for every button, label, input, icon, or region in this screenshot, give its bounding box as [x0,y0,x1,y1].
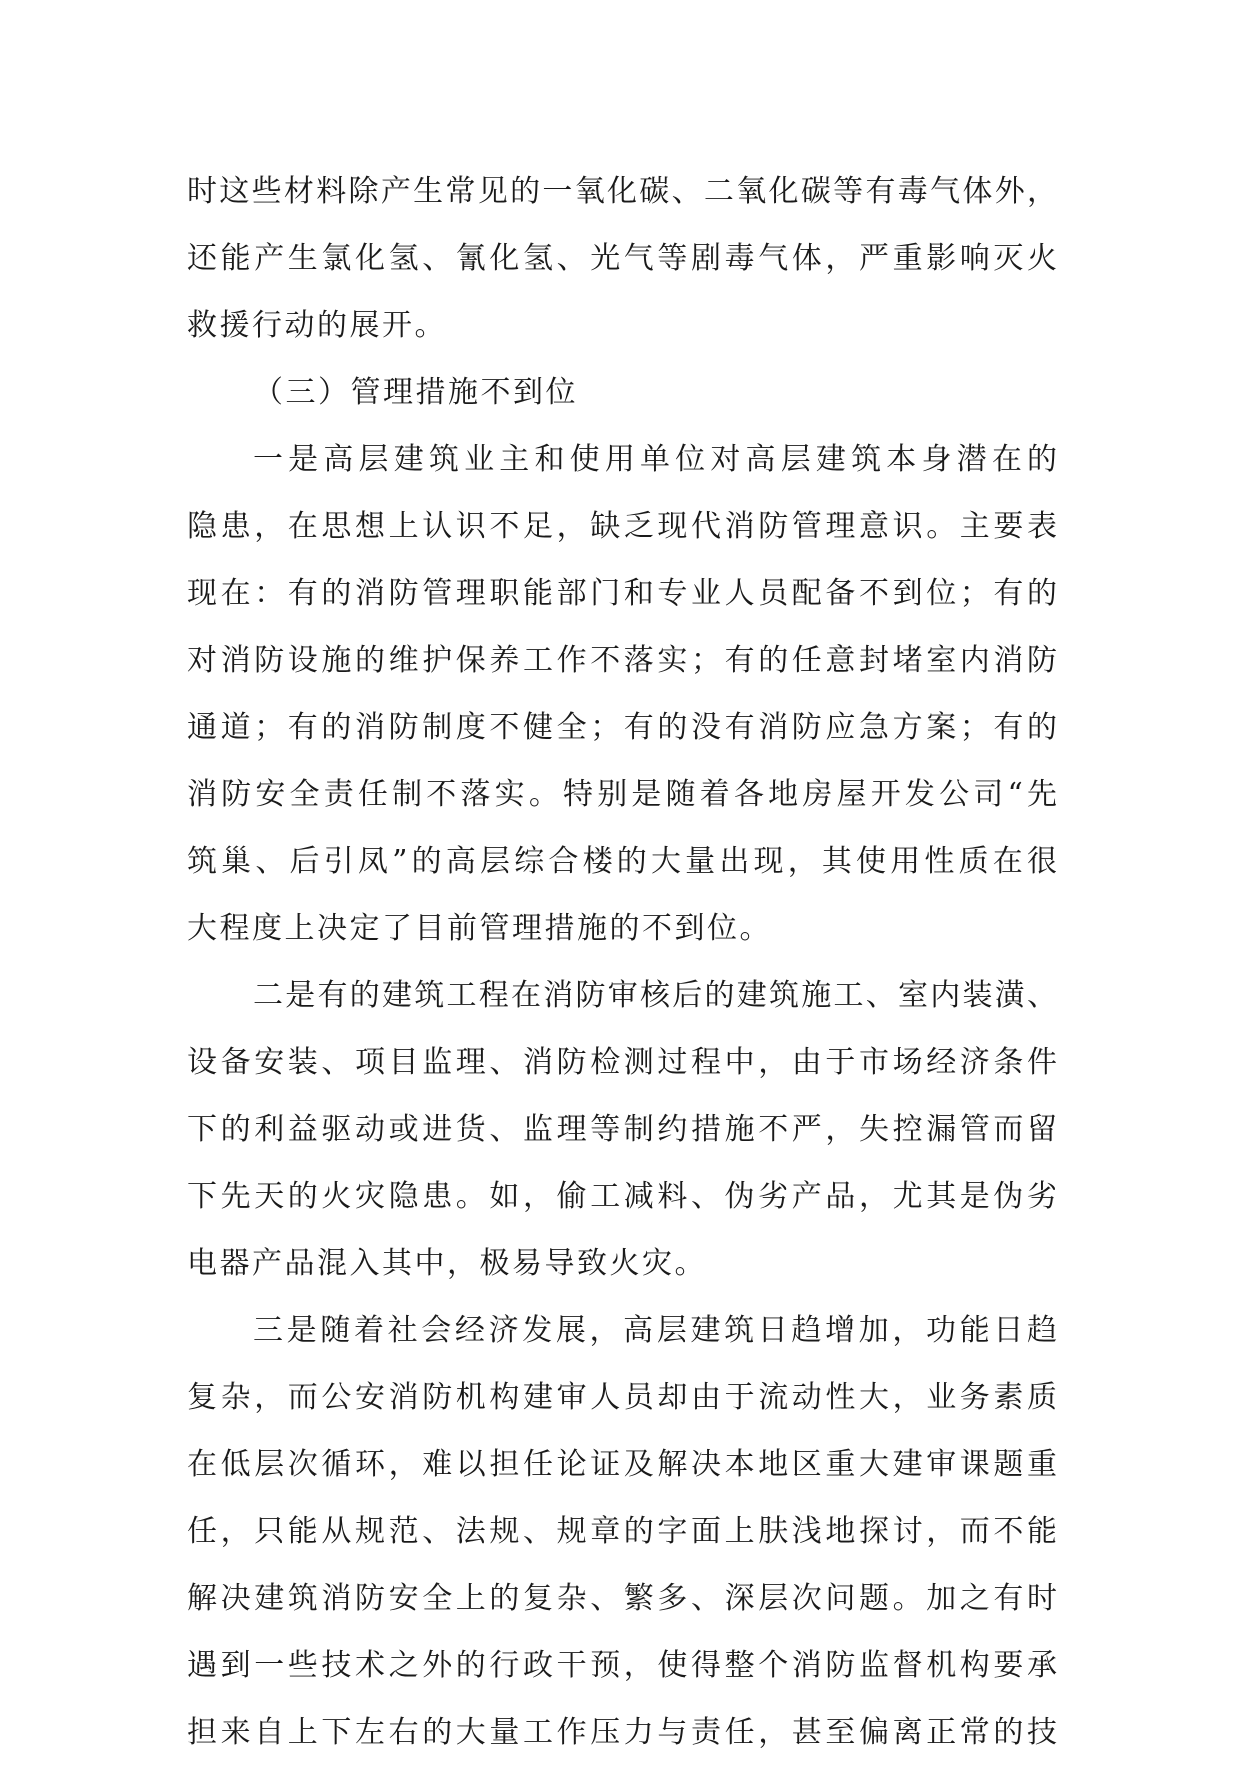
text-line: 隐患，在思想上认识不足，缺乏现代消防管理意识。主要表 [187,509,1057,544]
text-line: 还能产生氯化氢、氰化氢、光气等剧毒气体，严重影响灭火 [187,241,1057,276]
text-line: 三是随着社会经济发展，高层建筑日趋增加，功能日趋 [253,1313,1057,1348]
text-line: 筑巢、后引凤”的高层综合楼的大量出现，其使用性质在很 [187,844,1057,879]
text-line: 下的利益驱动或进货、监理等制约措施不严，失控漏管而留 [187,1112,1057,1147]
body-text [187,158,1057,1766]
text-line: 在低层次循环，难以担任论证及解决本地区重大建审课题重 [187,1447,1057,1482]
text-line: 遇到一些技术之外的行政干预，使得整个消防监督机构要承 [187,1648,1057,1683]
text-line: 复杂，而公安消防机构建审人员却由于流动性大，业务素质 [187,1380,1057,1415]
text-line: 通道；有的消防制度不健全；有的没有消防应急方案；有的 [187,710,1057,745]
text-line: 救援行动的展开。 [187,308,447,343]
text-line: 电器产品混入其中，极易导致火灾。 [187,1246,707,1281]
text-line: 大程度上决定了目前管理措施的不到位。 [187,911,772,946]
text-line: 设备安装、项目监理、消防检测过程中，由于市场经济条件 [187,1045,1057,1080]
text-line: 下先天的火灾隐患。如，偷工减料、伪劣产品，尤其是伪劣 [187,1179,1057,1214]
section-heading: （三）管理措施不到位 [253,375,578,410]
text-line: 任，只能从规范、法规、规章的字面上肤浅地探讨，而不能 [187,1514,1057,1549]
text-line: 解决建筑消防安全上的复杂、繁多、深层次问题。加之有时 [187,1581,1057,1616]
text-line: 现在：有的消防管理职能部门和专业人员配备不到位；有的 [187,576,1057,611]
text-line: 消防安全责任制不落实。特别是随着各地房屋开发公司“先 [187,777,1057,812]
text-line: 二是有的建筑工程在消防审核后的建筑施工、室内装潢、 [253,978,1057,1013]
text-line: 对消防设施的维护保养工作不落实；有的任意封堵室内消防 [187,643,1057,678]
text-line: 担来自上下左右的大量工作压力与责任，甚至偏离正常的技 [187,1715,1057,1750]
text-line: 时这些材料除产生常见的一氧化碳、二氧化碳等有毒气体外， [187,174,1057,209]
text-line: 一是高层建筑业主和使用单位对高层建筑本身潜在的 [253,442,1057,477]
